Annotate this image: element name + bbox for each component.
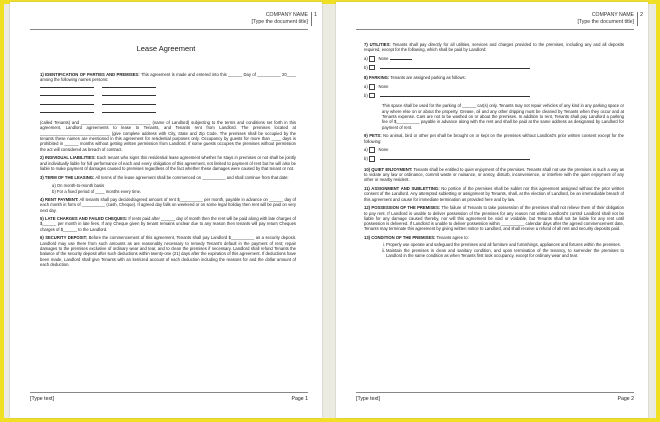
checkbox[interactable]: [369, 56, 375, 62]
condition-list: [364, 242, 624, 258]
section-4: 4) RENT PAYMENT: All tenants shall pay decided/agreed amount of rent $__________ per month, payable in advance on ______ day of each month in form of __________ (cash, Cheque). If agreed day falls on weekend or on some legal holiday then rent will be paid on very next day.: [40, 196, 296, 213]
page-footer: [356, 392, 634, 402]
lease-option-b[interactable]: b) For a fixed period of ____ months every time.: [52, 188, 142, 194]
list-item: i. Properly use operate and safeguard the premises and all furniture and furnishings, appliances and fixtures within the premises.: [386, 242, 624, 247]
section-9: 9) PETS: No animal, bird or other pet shall be brought on or kept on the premises without Landlord's prior written consent except for the following:: [364, 133, 624, 144]
page-header: [577, 12, 643, 26]
lease-option-a[interactable]: a) On month-to-month basis: [52, 183, 105, 189]
section-8: 8) PARKING: Tenants are assigned parking as follows:: [364, 75, 466, 81]
page-number: 2: [639, 12, 643, 18]
page-header: [251, 12, 317, 26]
checkbox[interactable]: [369, 93, 375, 99]
checkbox[interactable]: [369, 147, 375, 153]
section-7: 7) UTILITIES: Tenants shall pay directly for all utilities, services and charges provided to the premises, including any and all deposits required, except for the following, which shall be paid by Landlord:: [364, 42, 624, 53]
company-name[interactable]: COMPANY NAME: [591, 12, 634, 18]
parking-terms: This space shall be used for the parking of ______ car(s) only. Tenants may not repair vehicles of any kind in any parking space or any where else on or about the property. Grease, oil and any other dripping must be cleaned by Tenants when they occur and at Tenants expense. Cars are not to be washed on or about the premises. In addition to rent, Tenants shall pay Landlord a parking fee of $__________ payable in advance along with the rent and shall be paid at the same address as designated by Landlord for payment of rent.: [382, 103, 624, 130]
section-11: 11) ASSIGNMENT AND SUBLETTING: No portion of the premises shall be sublet nor this agreement assigned without the prior written consent of the Landlord. Any attempted subletting or assignment by Tenants, shall, at the election of Landlord, be an irremediable breach of this agreement and cause for immediate termination as provided here and by law.: [364, 185, 624, 202]
checkbox[interactable]: [369, 65, 375, 71]
document-page-1: [10, 2, 322, 418]
list-item: ii. Maintain the premises in clean and sanitary condition, and upon termination of the tenancy, to surrender the premises to Landlord in the same condition as when Tenants first took occupancy, except for ordinary wear and tear.: [386, 248, 624, 259]
pets-option-a[interactable]: a) None: [364, 147, 389, 153]
section-10: 10) QUIET ENJOYMENT: Tenants shall be entitled to quiet enjoyment of the premises. Tenants shall not use the premises in such a way as to violate any law or ordinance, commit waste or nuisance, or annoy, disturb, inconvenience, or interfere with the quiet enjoyment of any other or nearby resident.: [364, 166, 625, 183]
document-title-placeholder[interactable]: [Type the document title]: [577, 19, 634, 25]
section-2: 2) INDIVIDUAL LIABILITIES: Each tenant who signs this residential lease agreement whether he stays in premises or not shall be jointly and individually liable for full performance of each and every obligation of this agreement, not limited to payment of rent but he will also be liable to make payment of damages caused to premises regardless of the fact whether these damages were caused by that tenant or not.: [40, 155, 296, 171]
checkbox[interactable]: [369, 84, 375, 90]
section-13: 13) CONDITION OF THE PREMISES: Tenants agree to:: [364, 235, 469, 241]
header-divider: [637, 12, 638, 26]
footer-page-label: Page 2: [617, 396, 634, 402]
name-lines[interactable]: [40, 86, 296, 116]
section-6: 6) SECURITY DEPOSIT: Before the commencement of this agreement, Tenants shall pay Landlord $__________ as a security deposit. Landlord may use there from such amounts as are reasonably necessary to remedy Tenant's default in the payment of rent; repair damages to the premises exclusive of ordinary wear and tear, and to clean the premises if necessary. Landlord shall refund Tenants the balance of the security deposit after such deductions within twenty-one (21) days after the expiration of this agreement. If deductions have been made, Landlord shall give Tenants with an itemized account of each deduction including the reasons for and the dollar amount of each deduction.: [40, 235, 296, 267]
company-name[interactable]: COMPANY NAME: [265, 12, 308, 18]
footer-text-placeholder[interactable]: [Type text]: [356, 396, 380, 402]
document-page-2: [336, 2, 648, 418]
footer-page-label: Page 1: [291, 396, 308, 402]
header-rule: [30, 29, 308, 30]
section-3: 3) TERM OF THE LEASING: All terms of the lease agreement shall be commenced on __________ and shall continue from that date:: [40, 174, 289, 180]
section-5: 5) LATE CHARGES AND FAILED CHEQUES: If rents paid after ______ day of month then the rent will be paid along with late charges of $______ per month in late fees. If any Cheque given by tenant remains unclear due to any reason then tenants will pay return Cheques charges of $______ to the Landlord.: [40, 216, 297, 232]
header-divider: [311, 12, 312, 26]
document-title-placeholder[interactable]: [Type the document title]: [251, 19, 308, 25]
header-rule: [356, 29, 634, 30]
page-number: 1: [313, 12, 317, 18]
page-footer: [30, 392, 308, 402]
section-12: 12) POSSESSION OF THE PREMISES: The failure of Tenants to take possession of the premises shall not relieve them of their obligation to pay rent. If Landlord is unable to deliver possession of the premises for any reason not within Landlord's control Landlord shall not be liable for any damage caused thereby, nor will this agreement be void or voidable, but Tenants shall not be liable for any rent until possession is delivered. If Landlord is unable to deliver possession within __________ calendar days after the agreed commencement date, Tenants may terminate this agreement by giving written notice to Landlord, and shall receive a refund of all rent and security deposits paid.: [364, 205, 624, 232]
page-title: Lease Agreement: [136, 44, 196, 53]
parking-option-b[interactable]: b): [364, 93, 624, 99]
section-1-continued: (called Tenants) and ______________________________ (name of Landlord) subjecting to the terms and conditions set forth in this agreement, Landlord agreements to lease to Tenants, and Tenants rent from Landlord. The premises located at ______________________________ (give complete address with City, State and Zip Code. The premises shall be occupied by the tenants these names are mentioned in this agreement for residential purposes only. Occupancy by guests for more than ____ days is prohibited in ______ months without getting written permission from Landlord. If some guests occupies the premises without permission the act will considered as breach of contract.: [40, 120, 296, 152]
footer-text-placeholder[interactable]: [Type text]: [30, 396, 54, 402]
checkbox[interactable]: [369, 156, 375, 162]
pets-option-b[interactable]: b): [364, 156, 624, 162]
utilities-option-b[interactable]: b): [364, 65, 624, 71]
utilities-option-a[interactable]: a) None: [364, 56, 624, 62]
parking-option-a[interactable]: a) None: [364, 84, 389, 90]
page-2-body: [364, 42, 624, 258]
page-1-body: [40, 72, 296, 271]
section-1: 1) IDENTIFICATION OF PARTIES AND PREMISES: This agreement is made and entered into this ______ Day of __________ 20____ among the following names persons:: [40, 72, 296, 83]
